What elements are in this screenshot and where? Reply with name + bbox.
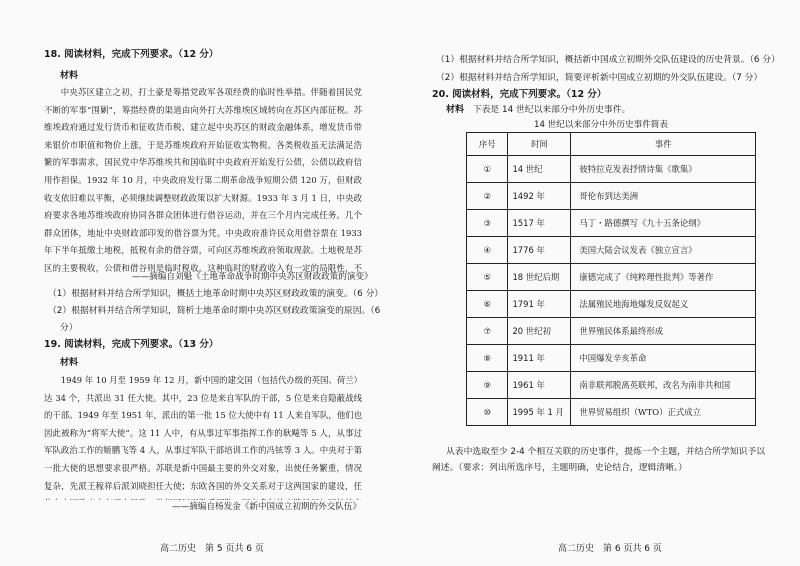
events-table <box>466 132 756 426</box>
row-index: ⑩ <box>467 399 508 426</box>
row-event: 康德完成了《纯粹理性批判》等著作 <box>571 264 756 291</box>
table-row <box>467 345 756 372</box>
row-time: 1911 年 <box>508 345 571 372</box>
row-event: 南非联邦脱离英联邦，改名为南非共和国 <box>571 372 756 399</box>
question-20-intro-line <box>446 102 630 115</box>
header-event: 事件 <box>571 133 756 156</box>
row-event: 世界贸易组织（WTO）正式成立 <box>571 399 756 426</box>
row-event: 哥伦布到达美洲 <box>571 183 756 210</box>
row-time: 1492 年 <box>508 183 571 210</box>
question-20-task: 从表中选取至少 2-4 个相互关联的历史事件，提炼一个主题，并结合所学知识予以 <box>446 447 766 457</box>
table-row <box>467 291 756 318</box>
question-20-task-cont: 阐述。（要求：列出所选序号，主题明确，史论结合，逻辑清晰。） <box>432 463 688 473</box>
row-index: ⑤ <box>467 264 508 291</box>
row-index: ⑧ <box>467 345 508 372</box>
page-footer: 高二历史 第 6 页共 6 页 <box>558 544 662 554</box>
row-time: 20 世纪初 <box>508 318 571 345</box>
header-index: 序号 <box>467 133 508 156</box>
table-header-row <box>467 133 756 156</box>
row-index: ④ <box>467 237 508 264</box>
row-time: 14 世纪 <box>508 156 571 183</box>
question-18-material: 中央苏区建立之初，打土豪是筹措党政军各项经费的临时性举措。伴随着国民党不断的军事“围剿”，筹措经费的渠道由向外打大苏维埃区域转向在苏区内部征税。苏维埃政府通过发行货币和征收货币税、建立起中央苏区的财政金融体系，增发货币带来银价市职值和物价上涨，于是苏维埃政府开始征收实物税。各类税收虽无法满足浩繁的军事需求，国民党中华苏维埃共和国临时中央政府开始发行公债，公债以政府信用作担保。1932 年 10 月，中央政府发行第二期革命战争短期公债 120 万，但财政收支依旧难以平衡，必须继续调整财政政策以扩大财源。1933 年 3 月 1 日，中央政府要求各地苏维埃政府协同各群众团体进行借谷运动，并在三个月内完成任务。几个群众团体，地址中央财政部印发的借谷票为凭。中央政府准许民众用借谷票在 1933 年下半年抵缴土地税，抵税有余的借谷票，可向区苏维埃政府领取现款。土地税是苏区的主要税收，公债和借谷则是临时税收。这种临时的财政收入有一定的局限性，不 <box>44 87 362 273</box>
row-event: 彼特拉克发表抒情诗集《歌集》 <box>571 156 756 183</box>
question-18-source: ——摘编自刘魁《土地革命战争时期中央苏区财政政策的演变》 <box>132 272 373 282</box>
question-19-material: 1949 年 10 月至 1959 年 12 月，新中国的建交国（包括代办级的英国、荷兰）达 34 个，共派出 31 任大使。其中，23 位是来自军队的干部，5 位是来自隐蔽战线的干部。1949 年至 1951 年，派出的第一批 15 位大使中有 11 人来自军队，他们也因此被称为“将军大使”。这 11 人中，有从事过军事指挥工作的耿飚等 5 人，从事过军队政治工作的姬鹏飞等 4 人，从事过军队干部培训工作的冯铉等 3 人。中央对于第一批大使的思想要求很严格。苏联是新中国最主要的外交对象，出使任务繁重，情况复杂，先派王稼祥后派刘晓担任大使；东欧各国的外交关系对于这两国家的建设，任 <box>44 375 362 491</box>
row-event: 法属殖民地海地爆发反奴起义 <box>571 291 756 318</box>
row-event: 世界殖民体系最终形成 <box>571 318 756 345</box>
table-row <box>467 156 756 183</box>
row-index: ⑨ <box>467 372 508 399</box>
table-row <box>467 237 756 264</box>
question-19-title: 19. 阅读材料，完成下列要求。（13 分） <box>44 339 219 350</box>
row-time: 1776 年 <box>508 237 571 264</box>
row-event: 马丁・路德撰写《九十五条论纲》 <box>571 210 756 237</box>
row-time: 1961 年 <box>508 372 571 399</box>
material-label: 材料 <box>446 105 465 115</box>
question-18-sub2: （2）根据材料并结合所学知识，简析土地革命时期中央苏区财政政策演变的原因。（6 <box>48 306 381 316</box>
page-footer: 高二历史 第 5 页共 6 页 <box>160 544 264 554</box>
row-time: 1995 年 1 月 <box>508 399 571 426</box>
table-row <box>467 183 756 210</box>
row-time: 1791 年 <box>508 291 571 318</box>
header-time: 时间 <box>508 133 571 156</box>
question-19-source: ——摘编自杨发金《新中国成立初期的外交队伍》 <box>172 502 362 512</box>
table-row <box>467 318 756 345</box>
row-time: 1517 年 <box>508 210 571 237</box>
row-index: ⑥ <box>467 291 508 318</box>
row-time: 18 世纪后期 <box>508 264 571 291</box>
table-row <box>467 399 756 426</box>
question-20-title: 20. 阅读材料，完成下列要求。（12 分） <box>432 89 607 100</box>
table-caption: 14 世纪以来部分中外历史事件简表 <box>534 120 668 130</box>
row-index: ① <box>467 156 508 183</box>
row-index: ⑦ <box>467 318 508 345</box>
row-index: ② <box>467 183 508 210</box>
question-18-title: 18. 阅读材料，完成下列要求。（12 分） <box>44 49 219 60</box>
question-19-sub2: （2）根据材料并结合所学知识，简要评析新中国成立初期的外交队伍建设。（7 分） <box>436 73 763 83</box>
material-label: 材料 <box>60 358 79 368</box>
question-18-sub1: （1）根据材料并结合所学知识，概括土地革命时期中央苏区财政政策的演变。（6 分） <box>48 289 384 299</box>
table-row <box>467 372 756 399</box>
row-event: 美国大陆会议发表《独立宣言》 <box>571 237 756 264</box>
row-event: 中国爆发辛亥革命 <box>571 345 756 372</box>
right-page <box>400 0 800 566</box>
material-label: 材料 <box>60 71 79 81</box>
row-index: ③ <box>467 210 508 237</box>
question-19-sub1: （1）根据材料并结合所学知识，概括新中国成立初期外交队伍建设的历史背景。（6 分） <box>436 55 780 65</box>
table-row <box>467 264 756 291</box>
question-20-intro: 下表是 14 世纪以来部分中外历史事件。 <box>472 105 631 115</box>
question-18-sub2-cont: 分） <box>60 323 78 333</box>
table-row <box>467 210 756 237</box>
